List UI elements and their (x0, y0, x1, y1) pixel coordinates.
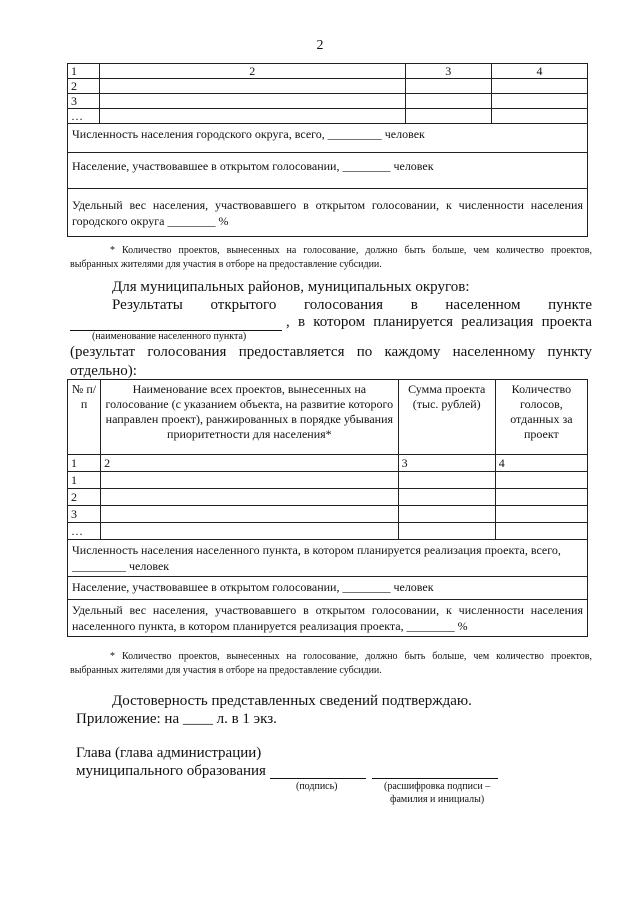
row-number: 1 (68, 472, 101, 489)
table-row (68, 506, 588, 523)
header-cell: 2 (99, 64, 405, 79)
numbering-row (68, 455, 588, 472)
header-project-sum: Сумма проекта (тыс. рублей) (398, 380, 495, 455)
header-cell: 3 (405, 64, 491, 79)
table-row (68, 523, 588, 540)
numbering-cell: 2 (101, 455, 399, 472)
page-number: 2 (316, 38, 324, 53)
table-row (68, 94, 588, 109)
section-heading: Для муниципальных районов, муниципальных округов: (112, 279, 470, 295)
table-row (68, 489, 588, 506)
signature-decode-line (372, 764, 498, 779)
settlement-blank (70, 313, 282, 331)
votes-table-city (67, 63, 588, 237)
numbering-cell: 3 (398, 455, 495, 472)
confirmation-text: Достоверность представленных сведений подтверждаю. (112, 693, 472, 709)
row-number: … (68, 523, 101, 540)
population-total: Численность населения городского округа, всего, _________ человек (68, 124, 588, 153)
summary-row (68, 577, 588, 600)
decode-caption-2: фамилия и инициалы) (390, 794, 485, 805)
table-header-row (68, 380, 588, 455)
summary-row (68, 600, 588, 637)
signature-caption: (подпись) (296, 781, 338, 792)
table-row (68, 472, 588, 489)
header-votes: Количество голосов, отданных за проект (495, 380, 587, 455)
numbering-cell: 4 (495, 455, 587, 472)
results-line-2-wrap (70, 313, 592, 332)
numbering-cell: 1 (68, 455, 101, 472)
summary-row (68, 153, 588, 189)
row-number: 2 (68, 79, 100, 94)
head-title-line1: Глава (глава администрации) (76, 745, 262, 761)
table-row (68, 79, 588, 94)
per-settlement-note: (результат голосования предоставляется по каждому населенному пункту отдельно): (70, 344, 592, 379)
summary-row (68, 540, 588, 577)
row-number: … (68, 109, 100, 124)
population-total: Численность населения населенного пункта, в котором планируется реализация проекта, всего, _________ человек (68, 540, 588, 577)
decode-caption-1: (расшифровка подписи – (384, 781, 491, 792)
summary-row (68, 124, 588, 153)
population-share: Удельный вес населения, участвовавшего в открытом голосовании, к численности населения населенного пункта, в котором планируется реализация проекта, ________ % (68, 600, 588, 637)
settlement-caption: (наименование населенного пункта) (92, 331, 247, 342)
population-voted: Население, участвовавшее в открытом голосовании, ________ человек (68, 577, 588, 600)
table-header-row (68, 64, 588, 79)
summary-row (68, 189, 588, 237)
attachment-text: Приложение: на ____ л. в 1 экз. (76, 711, 277, 727)
footnote-1: * Количество проектов, вынесенных на голосование, должно быть больше, чем количество проектов, выбранных жителями для участия в отборе на предоставление субсидии. (70, 245, 592, 270)
population-share: Удельный вес населения, участвовавшего в открытом голосовании, к численности населения городского округа ________ % (68, 189, 588, 237)
header-cell: 4 (491, 64, 587, 79)
results-line-2: , в котором планируется реализация проекта (286, 314, 592, 330)
footnote-2: * Количество проектов, вынесенных на голосование, должно быть больше, чем количество проектов, выбранных жителями для участия в отборе на предоставление субсидии. (70, 651, 592, 676)
header-cell: 1 (68, 64, 100, 79)
table-row (68, 109, 588, 124)
header-project-name: Наименование всех проектов, вынесенных на голосование (с указанием объекта, на развитие которого направлен проект), ранжированных в порядке убывания приоритетности для населения* (101, 380, 399, 455)
signature-line (270, 764, 366, 779)
header-num: № п/п (68, 380, 101, 455)
population-voted: Население, участвовавшее в открытом голосовании, ________ человек (68, 153, 588, 189)
votes-table-settlement (67, 379, 588, 637)
head-title-line2: муниципального образования (76, 763, 266, 779)
row-number: 3 (68, 506, 101, 523)
row-number: 3 (68, 94, 100, 109)
row-number: 2 (68, 489, 101, 506)
results-line-1: Результаты открытого голосования в населенном пункте (112, 297, 592, 313)
